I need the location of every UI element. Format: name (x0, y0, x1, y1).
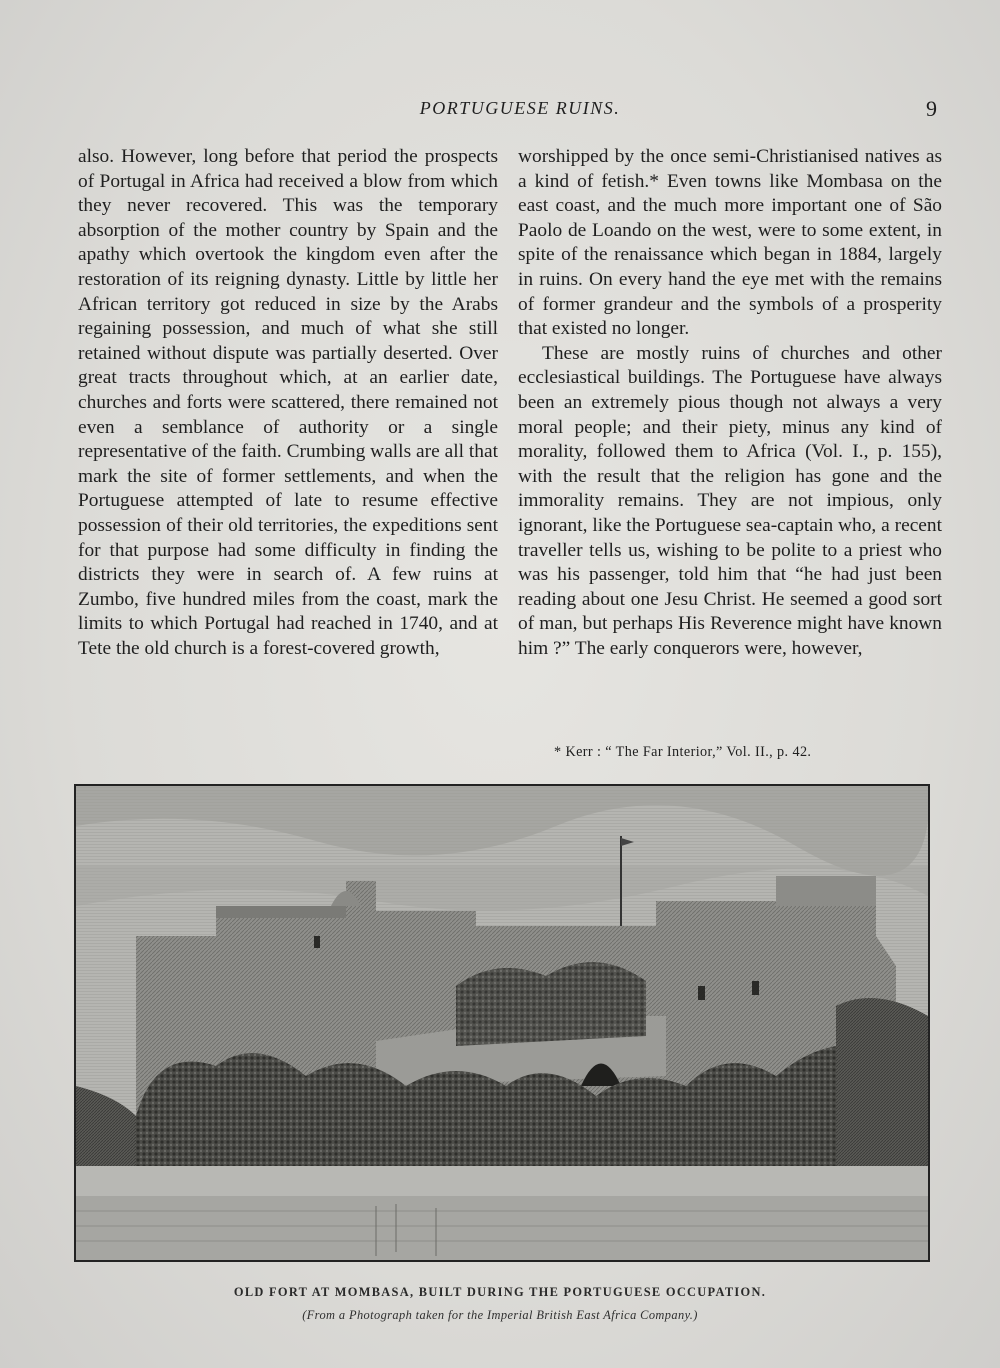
page-number: 9 (926, 96, 937, 121)
engraving-old-fort-mombasa (74, 784, 930, 1262)
right-column-paragraph-2: These are mostly ruins of churches and other ecclesiastical buildings. The Portuguese have always been an extremely pious though not always a very moral people; and their piety, minus any kind of morality, followed them to Africa (Vol. I., p. 155), with the result that the religion has gone and the immorality remains. They are not impious, only ignorant, like the Portuguese sea-captain who, a recent traveller tells us, wishing to be polite to a priest who was his passenger, told him that “he had just been reading about one Jesu Christ. He seemed a good sort of man, but perhaps His Reverence might have known him ?” The early conquerors were, however, (518, 342, 942, 659)
footnote: * Kerr : “ The Far Interior,” Vol. II., p. 42. (554, 744, 812, 760)
left-column-paragraph: also. However, long before that period the prospects of Portugal in Africa had received a blow from which they never recovered. This was the temporary absorption of the mother country by Spain and the apathy which overtook the kingdom even after the restoration of its reigning dynasty. Little by little her African territory got reduced in size by the Arabs regaining possession, and much of what she still retained without dispute was partially deserted. Over great tracts throughout which, at an earlier date, churches and forts were scattered, there remained not even a semblance of authority or a single representative of the faith. Crumbing walls are all that mark the site of former settlements, and when the Portuguese attempted of late to resume effective possession of their old territories, the expeditions sent for that purpose had some difficulty in finding the districts they were in search of. A few ruins at Zumbo, five hundred miles from the coast, mark the limits to which Portugal had reached in 1740, and at Tete the old church is a forest-covered growth, (78, 146, 498, 659)
right-column-paragraph-1: worshipped by the once semi-Christianised natives as a kind of fetish.* Even towns like Mombasa on the east coast, and the much more important one of São Paolo de Loando on the west, were to some extent, in spite of the renaissance which began in 1884, largely in ruins. On every hand the eye met with the remains of former grandeur and the symbols of a prosperity that existed no longer. (518, 146, 942, 340)
figure-credit: (From a Photograph taken for the Imperial British East Africa Company.) (302, 1308, 698, 1322)
running-title: PORTUGUESE RUINS. (419, 98, 621, 118)
running-header (0, 98, 1000, 128)
right-column (518, 145, 942, 661)
left-column (78, 145, 498, 661)
figure-caption: OLD FORT AT MOMBASA, BUILT DURING THE PORTUGUESE OCCUPATION. (233, 1285, 767, 1299)
